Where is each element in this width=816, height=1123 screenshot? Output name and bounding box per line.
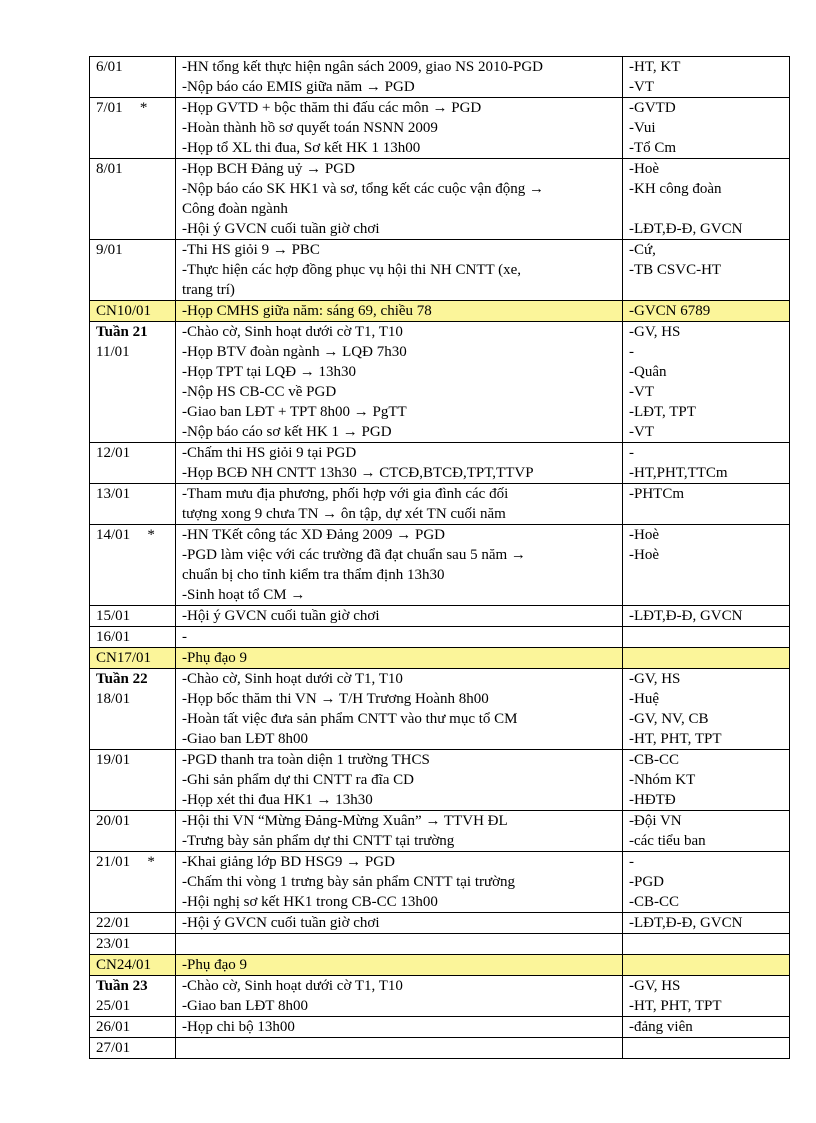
responsible-line: -HT, KT bbox=[629, 59, 681, 75]
responsible-line: -GV, HS bbox=[629, 978, 681, 994]
responsible-line: -Đội VN bbox=[629, 813, 682, 829]
responsible-cell bbox=[623, 750, 790, 811]
task-line: -Phụ đạo 9 bbox=[182, 650, 247, 666]
task-cell bbox=[176, 1017, 623, 1038]
task-cell bbox=[176, 750, 623, 811]
date-cell bbox=[90, 98, 176, 159]
task-cell bbox=[176, 1038, 623, 1059]
task-line: -Chào cờ, Sinh hoạt dưới cờ T1, T10 bbox=[182, 671, 403, 687]
task-line: -Hội ý GVCN cuối tuần giờ chơi bbox=[182, 221, 380, 237]
responsible-cell bbox=[623, 484, 790, 525]
schedule-row bbox=[90, 852, 790, 913]
responsible-line: -KH công đoàn bbox=[629, 181, 722, 197]
schedule-row bbox=[90, 443, 790, 484]
schedule-row bbox=[90, 322, 790, 443]
task-line: - bbox=[182, 629, 187, 645]
date-cell bbox=[90, 525, 176, 606]
responsible-line: -VT bbox=[629, 424, 654, 440]
date-label: CN17/01 bbox=[96, 650, 152, 666]
responsible-cell bbox=[623, 159, 790, 240]
date-line bbox=[96, 955, 169, 975]
date-line bbox=[96, 606, 169, 626]
task-line: -Họp BCĐ NH CNTT 13h30 → CTCĐ,BTCĐ,TPT,TTVP bbox=[182, 465, 534, 481]
schedule-row bbox=[90, 648, 790, 669]
task-cell bbox=[176, 913, 623, 934]
task-line: -Họp chi bộ 13h00 bbox=[182, 1019, 295, 1035]
date-label: 8/01 bbox=[96, 161, 123, 177]
date-label: 21/01 bbox=[96, 854, 131, 870]
responsible-line: -GV, HS bbox=[629, 324, 681, 340]
task-line: -Họp CMHS giữa năm: sáng 69, chiều 78 bbox=[182, 303, 432, 319]
schedule-row bbox=[90, 159, 790, 240]
responsible-line: -VT bbox=[629, 384, 654, 400]
responsible-line: -GV, HS bbox=[629, 671, 681, 687]
date-line bbox=[96, 484, 169, 504]
responsible-cell bbox=[623, 1038, 790, 1059]
date-cell bbox=[90, 934, 176, 955]
date-cell bbox=[90, 976, 176, 1017]
priority-star: * bbox=[147, 527, 155, 543]
priority-star: * bbox=[139, 100, 148, 116]
date-cell bbox=[90, 1017, 176, 1038]
date-label: 9/01 bbox=[96, 242, 123, 258]
responsible-cell bbox=[623, 57, 790, 98]
task-line: -Họp TPT tại LQĐ → 13h30 bbox=[182, 364, 357, 380]
task-line: -HN tổng kết thực hiện ngân sách 2009, giao NS 2010-PGD bbox=[182, 59, 543, 75]
date-cell bbox=[90, 852, 176, 913]
responsible-cell bbox=[623, 322, 790, 443]
schedule-body bbox=[90, 57, 790, 1059]
date-line bbox=[96, 934, 169, 954]
date-line bbox=[96, 852, 169, 872]
week-label: Tuần 23 bbox=[96, 978, 148, 994]
date-label: 12/01 bbox=[96, 445, 131, 461]
responsible-line: -LĐT,Đ-Đ, GVCN bbox=[629, 221, 743, 237]
date-line bbox=[96, 342, 169, 362]
task-line: -Hội ý GVCN cuối tuần giờ chơi bbox=[182, 608, 380, 624]
date-line bbox=[96, 913, 169, 933]
responsible-line: -HT,PHT,TTCm bbox=[629, 465, 728, 481]
date-label: 23/01 bbox=[96, 936, 131, 952]
responsible-line: -Quân bbox=[629, 364, 667, 380]
week-label: Tuần 22 bbox=[96, 671, 148, 687]
task-line: -Họp tổ XL thi đua, Sơ kết HK 1 13h00 bbox=[182, 140, 421, 156]
task-cell bbox=[176, 484, 623, 525]
responsible-line: -HĐTĐ bbox=[629, 792, 676, 808]
task-cell bbox=[176, 976, 623, 1017]
date-cell bbox=[90, 57, 176, 98]
responsible-cell bbox=[623, 98, 790, 159]
date-label: 6/01 bbox=[96, 59, 123, 75]
date-cell bbox=[90, 648, 176, 669]
date-cell bbox=[90, 750, 176, 811]
responsible-line: -Huệ bbox=[629, 691, 659, 707]
task-line: -Họp xét thi đua HK1 → 13h30 bbox=[182, 792, 373, 808]
responsible-line: -HT, PHT, TPT bbox=[629, 731, 722, 747]
task-line: -PGD làm việc với các trường đã đạt chuẩn sau 5 năm → bbox=[182, 547, 526, 563]
schedule-row bbox=[90, 1038, 790, 1059]
task-line: -Hội nghị sơ kết HK1 trong CB-CC 13h00 bbox=[182, 894, 438, 910]
task-line: Công đoàn ngành bbox=[182, 201, 288, 217]
date-label: CN24/01 bbox=[96, 957, 152, 973]
date-line bbox=[96, 750, 169, 770]
schedule-row bbox=[90, 240, 790, 301]
schedule-row bbox=[90, 627, 790, 648]
date-line bbox=[96, 525, 169, 545]
responsible-line: -LĐT, TPT bbox=[629, 404, 696, 420]
task-line: -Trưng bày sản phẩm dự thi CNTT tại trường bbox=[182, 833, 455, 849]
task-line: -Hội ý GVCN cuối tuần giờ chơi bbox=[182, 915, 380, 931]
task-line: -Nộp báo cáo sơ kết HK 1 → PGD bbox=[182, 424, 392, 440]
date-cell bbox=[90, 1038, 176, 1059]
date-label: 20/01 bbox=[96, 813, 131, 829]
task-line: -Giao ban LĐT 8h00 bbox=[182, 998, 308, 1014]
schedule-row bbox=[90, 606, 790, 627]
task-line: -Họp bốc thăm thi VN → T/H Trương Hoành 8h00 bbox=[182, 691, 489, 707]
responsible-line: -Cứ, bbox=[629, 242, 656, 258]
date-label: 16/01 bbox=[96, 629, 131, 645]
date-label: 27/01 bbox=[96, 1040, 131, 1056]
responsible-line: -Hoè bbox=[629, 547, 659, 563]
responsible-cell bbox=[623, 525, 790, 606]
schedule-page bbox=[89, 56, 789, 1059]
task-cell bbox=[176, 57, 623, 98]
responsible-cell bbox=[623, 669, 790, 750]
responsible-line: - bbox=[629, 344, 634, 360]
responsible-cell bbox=[623, 955, 790, 976]
responsible-cell bbox=[623, 852, 790, 913]
responsible-cell bbox=[623, 240, 790, 301]
responsible-line: -Tổ Cm bbox=[629, 140, 677, 156]
task-line: -PGD thanh tra toàn diện 1 trường THCS bbox=[182, 752, 430, 768]
task-line: trang trí) bbox=[182, 282, 235, 298]
responsible-line: -Hoè bbox=[629, 161, 659, 177]
task-line: -Họp BTV đoàn ngành → LQĐ 7h30 bbox=[182, 344, 407, 360]
task-line: -Thi HS giỏi 9 → PBC bbox=[182, 242, 320, 258]
task-cell bbox=[176, 811, 623, 852]
task-cell bbox=[176, 443, 623, 484]
schedule-row bbox=[90, 484, 790, 525]
week-label: Tuần 21 bbox=[96, 324, 148, 340]
task-cell bbox=[176, 627, 623, 648]
date-cell bbox=[90, 301, 176, 322]
task-line: -Nộp báo cáo EMIS giữa năm → PGD bbox=[182, 79, 415, 95]
date-line bbox=[96, 689, 169, 709]
schedule-row bbox=[90, 669, 790, 750]
date-label: 15/01 bbox=[96, 608, 131, 624]
date-line bbox=[96, 301, 169, 321]
task-line: -Hội thi VN “Mừng Đảng-Mừng Xuân” → TTVH ĐL bbox=[182, 813, 508, 829]
responsible-cell bbox=[623, 443, 790, 484]
schedule-row bbox=[90, 98, 790, 159]
date-line bbox=[96, 1038, 169, 1058]
date-cell bbox=[90, 669, 176, 750]
date-line bbox=[96, 443, 169, 463]
task-line: -Thực hiện các hợp đồng phục vụ hội thi NH CNTT (xe, bbox=[182, 262, 522, 278]
date-line bbox=[96, 240, 169, 260]
task-line: -Tham mưu địa phương, phối hợp với gia đình các đối bbox=[182, 486, 509, 502]
responsible-cell bbox=[623, 934, 790, 955]
responsible-line: -TB CSVC-HT bbox=[629, 262, 722, 278]
task-line: -Hoàn thành hồ sơ quyết toán NSNN 2009 bbox=[182, 120, 438, 136]
responsible-line: -các tiểu ban bbox=[629, 833, 706, 849]
responsible-line: - bbox=[629, 445, 634, 461]
task-cell bbox=[176, 648, 623, 669]
schedule-row bbox=[90, 976, 790, 1017]
schedule-row bbox=[90, 1017, 790, 1038]
responsible-line: -PGD bbox=[629, 874, 665, 890]
task-line: -Sinh hoạt tổ CM → bbox=[182, 587, 306, 603]
responsible-line: -GVCN 6789 bbox=[629, 303, 711, 319]
task-cell bbox=[176, 852, 623, 913]
schedule-row bbox=[90, 301, 790, 322]
task-line: -Phụ đạo 9 bbox=[182, 957, 247, 973]
responsible-line: -Nhóm KT bbox=[629, 772, 696, 788]
responsible-line: -GV, NV, CB bbox=[629, 711, 709, 727]
date-label: 26/01 bbox=[96, 1019, 131, 1035]
date-line bbox=[96, 648, 169, 668]
date-cell bbox=[90, 913, 176, 934]
responsible-line: -VT bbox=[629, 79, 654, 95]
task-cell bbox=[176, 322, 623, 443]
date-label: 7/01 bbox=[96, 100, 123, 116]
responsible-line: -LĐT,Đ-Đ, GVCN bbox=[629, 915, 743, 931]
priority-star: * bbox=[147, 854, 155, 870]
task-line: chuẩn bị cho tỉnh kiểm tra thẩm định 13h30 bbox=[182, 567, 445, 583]
task-cell bbox=[176, 301, 623, 322]
date-cell bbox=[90, 240, 176, 301]
date-line bbox=[96, 811, 169, 831]
responsible-line: -PHTCm bbox=[629, 486, 685, 502]
date-label: 19/01 bbox=[96, 752, 131, 768]
task-line: -Chào cờ, Sinh hoạt dưới cờ T1, T10 bbox=[182, 978, 403, 994]
task-line: -Nộp HS CB-CC về PGD bbox=[182, 384, 337, 400]
task-cell bbox=[176, 606, 623, 627]
schedule-row bbox=[90, 57, 790, 98]
date-cell bbox=[90, 443, 176, 484]
date-line bbox=[96, 57, 169, 77]
date-cell bbox=[90, 606, 176, 627]
date-cell bbox=[90, 322, 176, 443]
date-label: 14/01 bbox=[96, 527, 131, 543]
task-line: -Nộp báo cáo SK HK1 và sơ, tổng kết các cuộc vận động → bbox=[182, 181, 545, 197]
date-label: CN10/01 bbox=[96, 303, 152, 319]
date-line bbox=[96, 1017, 169, 1037]
task-line: -Khai giảng lớp BD HSG9 → PGD bbox=[182, 854, 395, 870]
task-line: -Hoàn tất việc đưa sản phẩm CNTT vào thư mục tổ CM bbox=[182, 711, 518, 727]
responsible-cell bbox=[623, 648, 790, 669]
schedule-row bbox=[90, 913, 790, 934]
task-cell bbox=[176, 240, 623, 301]
date-cell bbox=[90, 811, 176, 852]
task-line: -Giao ban LĐT 8h00 bbox=[182, 731, 308, 747]
task-cell bbox=[176, 955, 623, 976]
task-line: -Chào cờ, Sinh hoạt dưới cờ T1, T10 bbox=[182, 324, 403, 340]
schedule-table bbox=[89, 56, 790, 1059]
date-cell bbox=[90, 484, 176, 525]
responsible-line: -Hoè bbox=[629, 527, 659, 543]
schedule-row bbox=[90, 750, 790, 811]
schedule-row bbox=[90, 934, 790, 955]
task-line: -HN TKết công tác XD Đảng 2009 → PGD bbox=[182, 527, 446, 543]
date-cell bbox=[90, 627, 176, 648]
responsible-line: -LĐT,Đ-Đ, GVCN bbox=[629, 608, 743, 624]
responsible-cell bbox=[623, 301, 790, 322]
task-line: -Chấm thi HS giỏi 9 tại PGD bbox=[182, 445, 357, 461]
responsible-line bbox=[629, 199, 783, 219]
task-line: -Giao ban LĐT + TPT 8h00 → PgTT bbox=[182, 404, 407, 420]
date-line bbox=[96, 627, 169, 647]
responsible-line: - bbox=[629, 854, 634, 870]
responsible-cell bbox=[623, 1017, 790, 1038]
responsible-cell bbox=[623, 627, 790, 648]
task-line: -Chấm thi vòng 1 trưng bày sản phẩm CNTT tại trường bbox=[182, 874, 516, 890]
responsible-line: -Vui bbox=[629, 120, 656, 136]
responsible-line: -CB-CC bbox=[629, 752, 680, 768]
task-line: -Họp GVTD + bộc thăm thi đấu các môn → PGD bbox=[182, 100, 482, 116]
date-label: 11/01 bbox=[96, 344, 130, 360]
date-line bbox=[96, 98, 169, 118]
date-cell bbox=[90, 159, 176, 240]
date-label: 13/01 bbox=[96, 486, 131, 502]
schedule-row bbox=[90, 811, 790, 852]
date-label: 22/01 bbox=[96, 915, 131, 931]
responsible-cell bbox=[623, 811, 790, 852]
schedule-row bbox=[90, 525, 790, 606]
responsible-line: -GVTD bbox=[629, 100, 676, 116]
responsible-cell bbox=[623, 976, 790, 1017]
date-line bbox=[96, 996, 169, 1016]
responsible-cell bbox=[623, 606, 790, 627]
responsible-line: -CB-CC bbox=[629, 894, 680, 910]
task-cell bbox=[176, 669, 623, 750]
task-line: -Ghi sản phẩm dự thi CNTT ra đĩa CD bbox=[182, 772, 414, 788]
task-cell bbox=[176, 159, 623, 240]
task-cell bbox=[176, 525, 623, 606]
responsible-line: -đảng viên bbox=[629, 1019, 693, 1035]
date-label: 25/01 bbox=[96, 998, 131, 1014]
task-line: -Họp BCH Đảng uỷ → PGD bbox=[182, 161, 355, 177]
schedule-row bbox=[90, 955, 790, 976]
date-cell bbox=[90, 955, 176, 976]
responsible-cell bbox=[623, 913, 790, 934]
responsible-line: -HT, PHT, TPT bbox=[629, 998, 722, 1014]
task-cell bbox=[176, 934, 623, 955]
task-line: tượng xong 9 chưa TN → ôn tập, dự xét TN cuối năm bbox=[182, 506, 506, 522]
date-label: 18/01 bbox=[96, 691, 131, 707]
task-cell bbox=[176, 98, 623, 159]
date-line bbox=[96, 159, 169, 179]
